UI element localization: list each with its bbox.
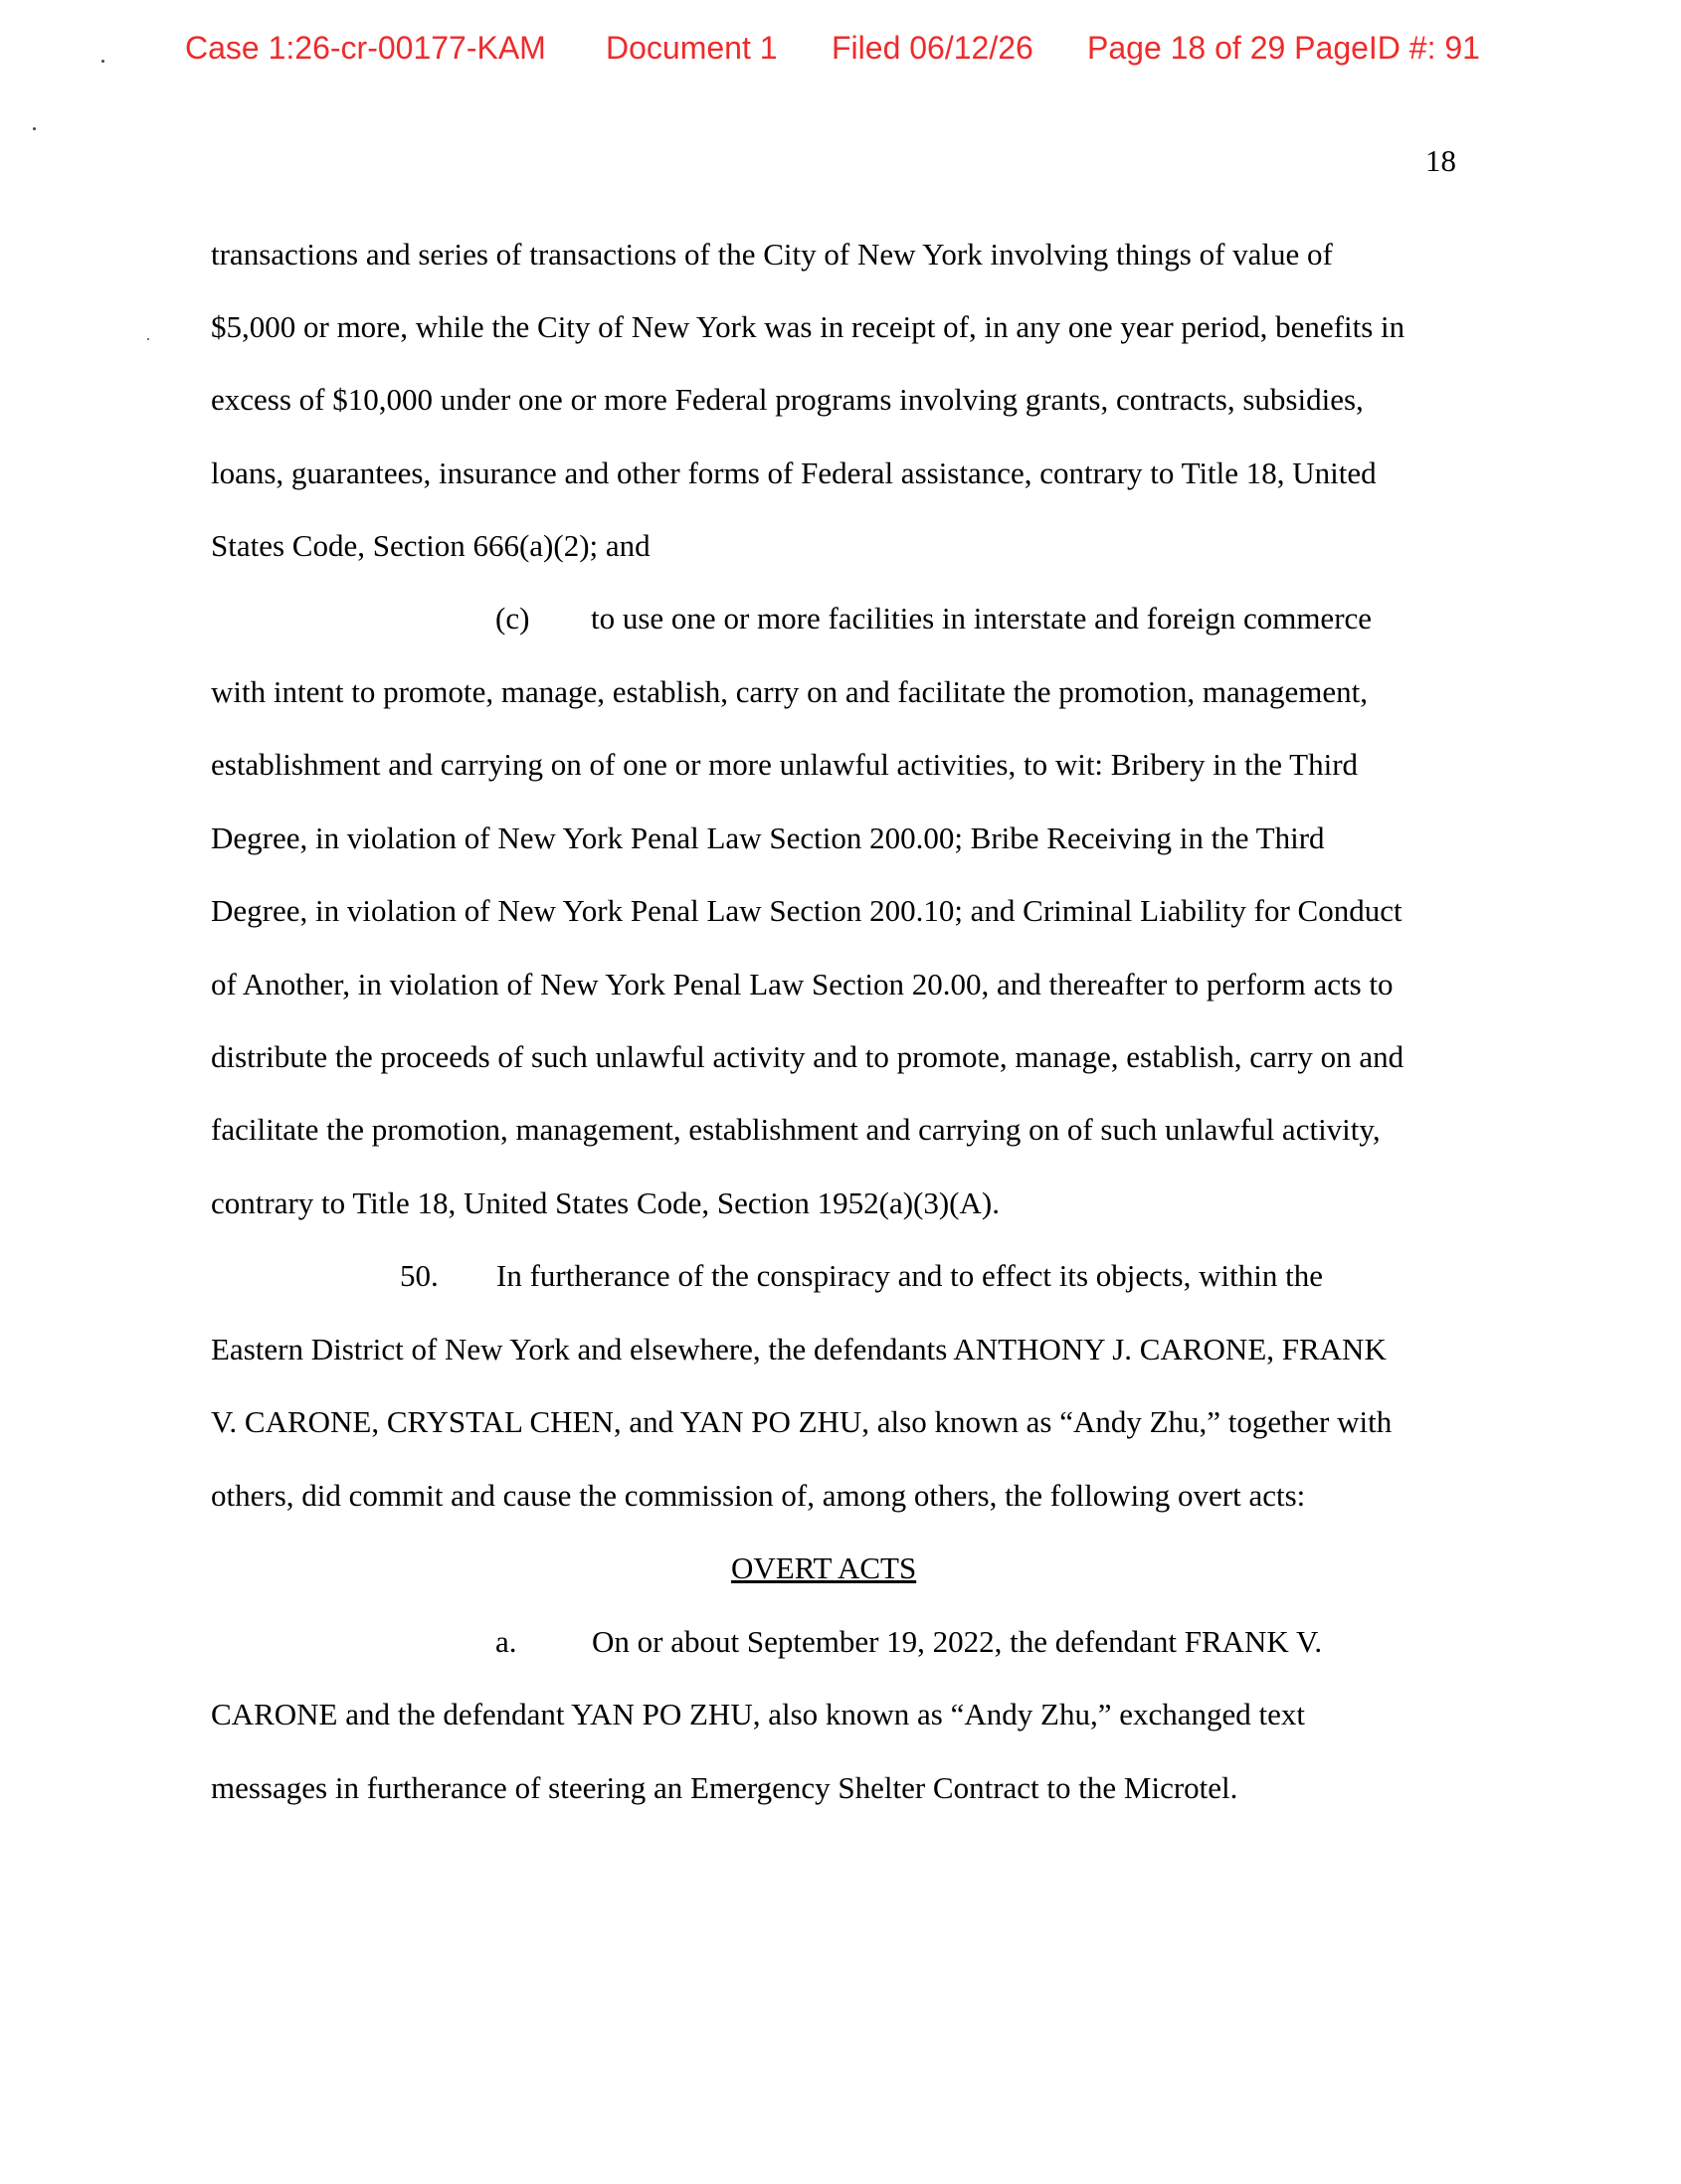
body-line: States Code, Section 666(a)(2); and — [211, 528, 651, 563]
body-line: distribute the proceeds of such unlawful activity and to promote, manage, establish, carry on and — [211, 1039, 1404, 1074]
body-line: $5,000 or more, while the City of New York was in receipt of, in any one year period, benefits in — [211, 309, 1405, 344]
body-line: messages in furtherance of steering an Emergency Shelter Contract to the Microtel. — [211, 1770, 1238, 1805]
filing-header — [0, 30, 1681, 74]
case-number: Case 1:26-cr-00177-KAM — [185, 30, 546, 66]
body-line: V. CARONE, CRYSTAL CHEN, and YAN PO ZHU, also known as “Andy Zhu,” together with — [211, 1404, 1393, 1439]
body-line: On or about September 19, 2022, the defendant FRANK V. — [592, 1624, 1323, 1659]
body-line: facilitate the promotion, management, establishment and carrying on of such unlawful activity, — [211, 1112, 1381, 1147]
section-heading: OVERT ACTS — [731, 1550, 917, 1585]
body-line: In furtherance of the conspiracy and to effect its objects, within the — [496, 1258, 1323, 1293]
page-number: 18 — [1425, 143, 1456, 178]
body-line: Degree, in violation of New York Penal Law Section 200.00; Bribe Receiving in the Third — [211, 820, 1325, 855]
body-line: Eastern District of New York and elsewhere, the defendants ANTHONY J. CARONE, FRANK — [211, 1332, 1387, 1366]
document-number: Document 1 — [606, 30, 778, 66]
list-marker-c: (c) — [495, 601, 530, 636]
body-line: Degree, in violation of New York Penal Law Section 200.10; and Criminal Liability for Conduct — [211, 893, 1402, 928]
list-marker-a: a. — [495, 1624, 517, 1659]
body-line: contrary to Title 18, United States Code, Section 1952(a)(3)(A). — [211, 1185, 1000, 1220]
body-line: to use one or more facilities in interstate and foreign commerce — [591, 601, 1373, 636]
scan-speck — [33, 127, 36, 130]
body-line: establishment and carrying on of one or more unlawful activities, to wit: Bribery in the Third — [211, 747, 1359, 782]
filed-date: Filed 06/12/26 — [832, 30, 1033, 66]
paragraph-number-50: 50. — [400, 1258, 439, 1293]
body-line: excess of $10,000 under one or more Federal programs involving grants, contracts, subsidies, — [211, 382, 1364, 417]
body-line: with intent to promote, manage, establish, carry on and facilitate the promotion, management, — [211, 674, 1369, 709]
page-id: Page 18 of 29 PageID #: 91 — [1087, 30, 1480, 66]
body-line: CARONE and the defendant YAN PO ZHU, also known as “Andy Zhu,” exchanged text — [211, 1697, 1305, 1731]
body-line: loans, guarantees, insurance and other forms of Federal assistance, contrary to Title 18, United — [211, 455, 1377, 490]
scan-speck — [147, 338, 149, 340]
scan-speck — [101, 60, 104, 63]
body-line: others, did commit and cause the commission of, among others, the following overt acts: — [211, 1478, 1306, 1513]
body-line: of Another, in violation of New York Penal Law Section 20.00, and thereafter to perform acts to — [211, 967, 1394, 1001]
body-line: transactions and series of transactions of the City of New York involving things of value of — [211, 237, 1333, 272]
